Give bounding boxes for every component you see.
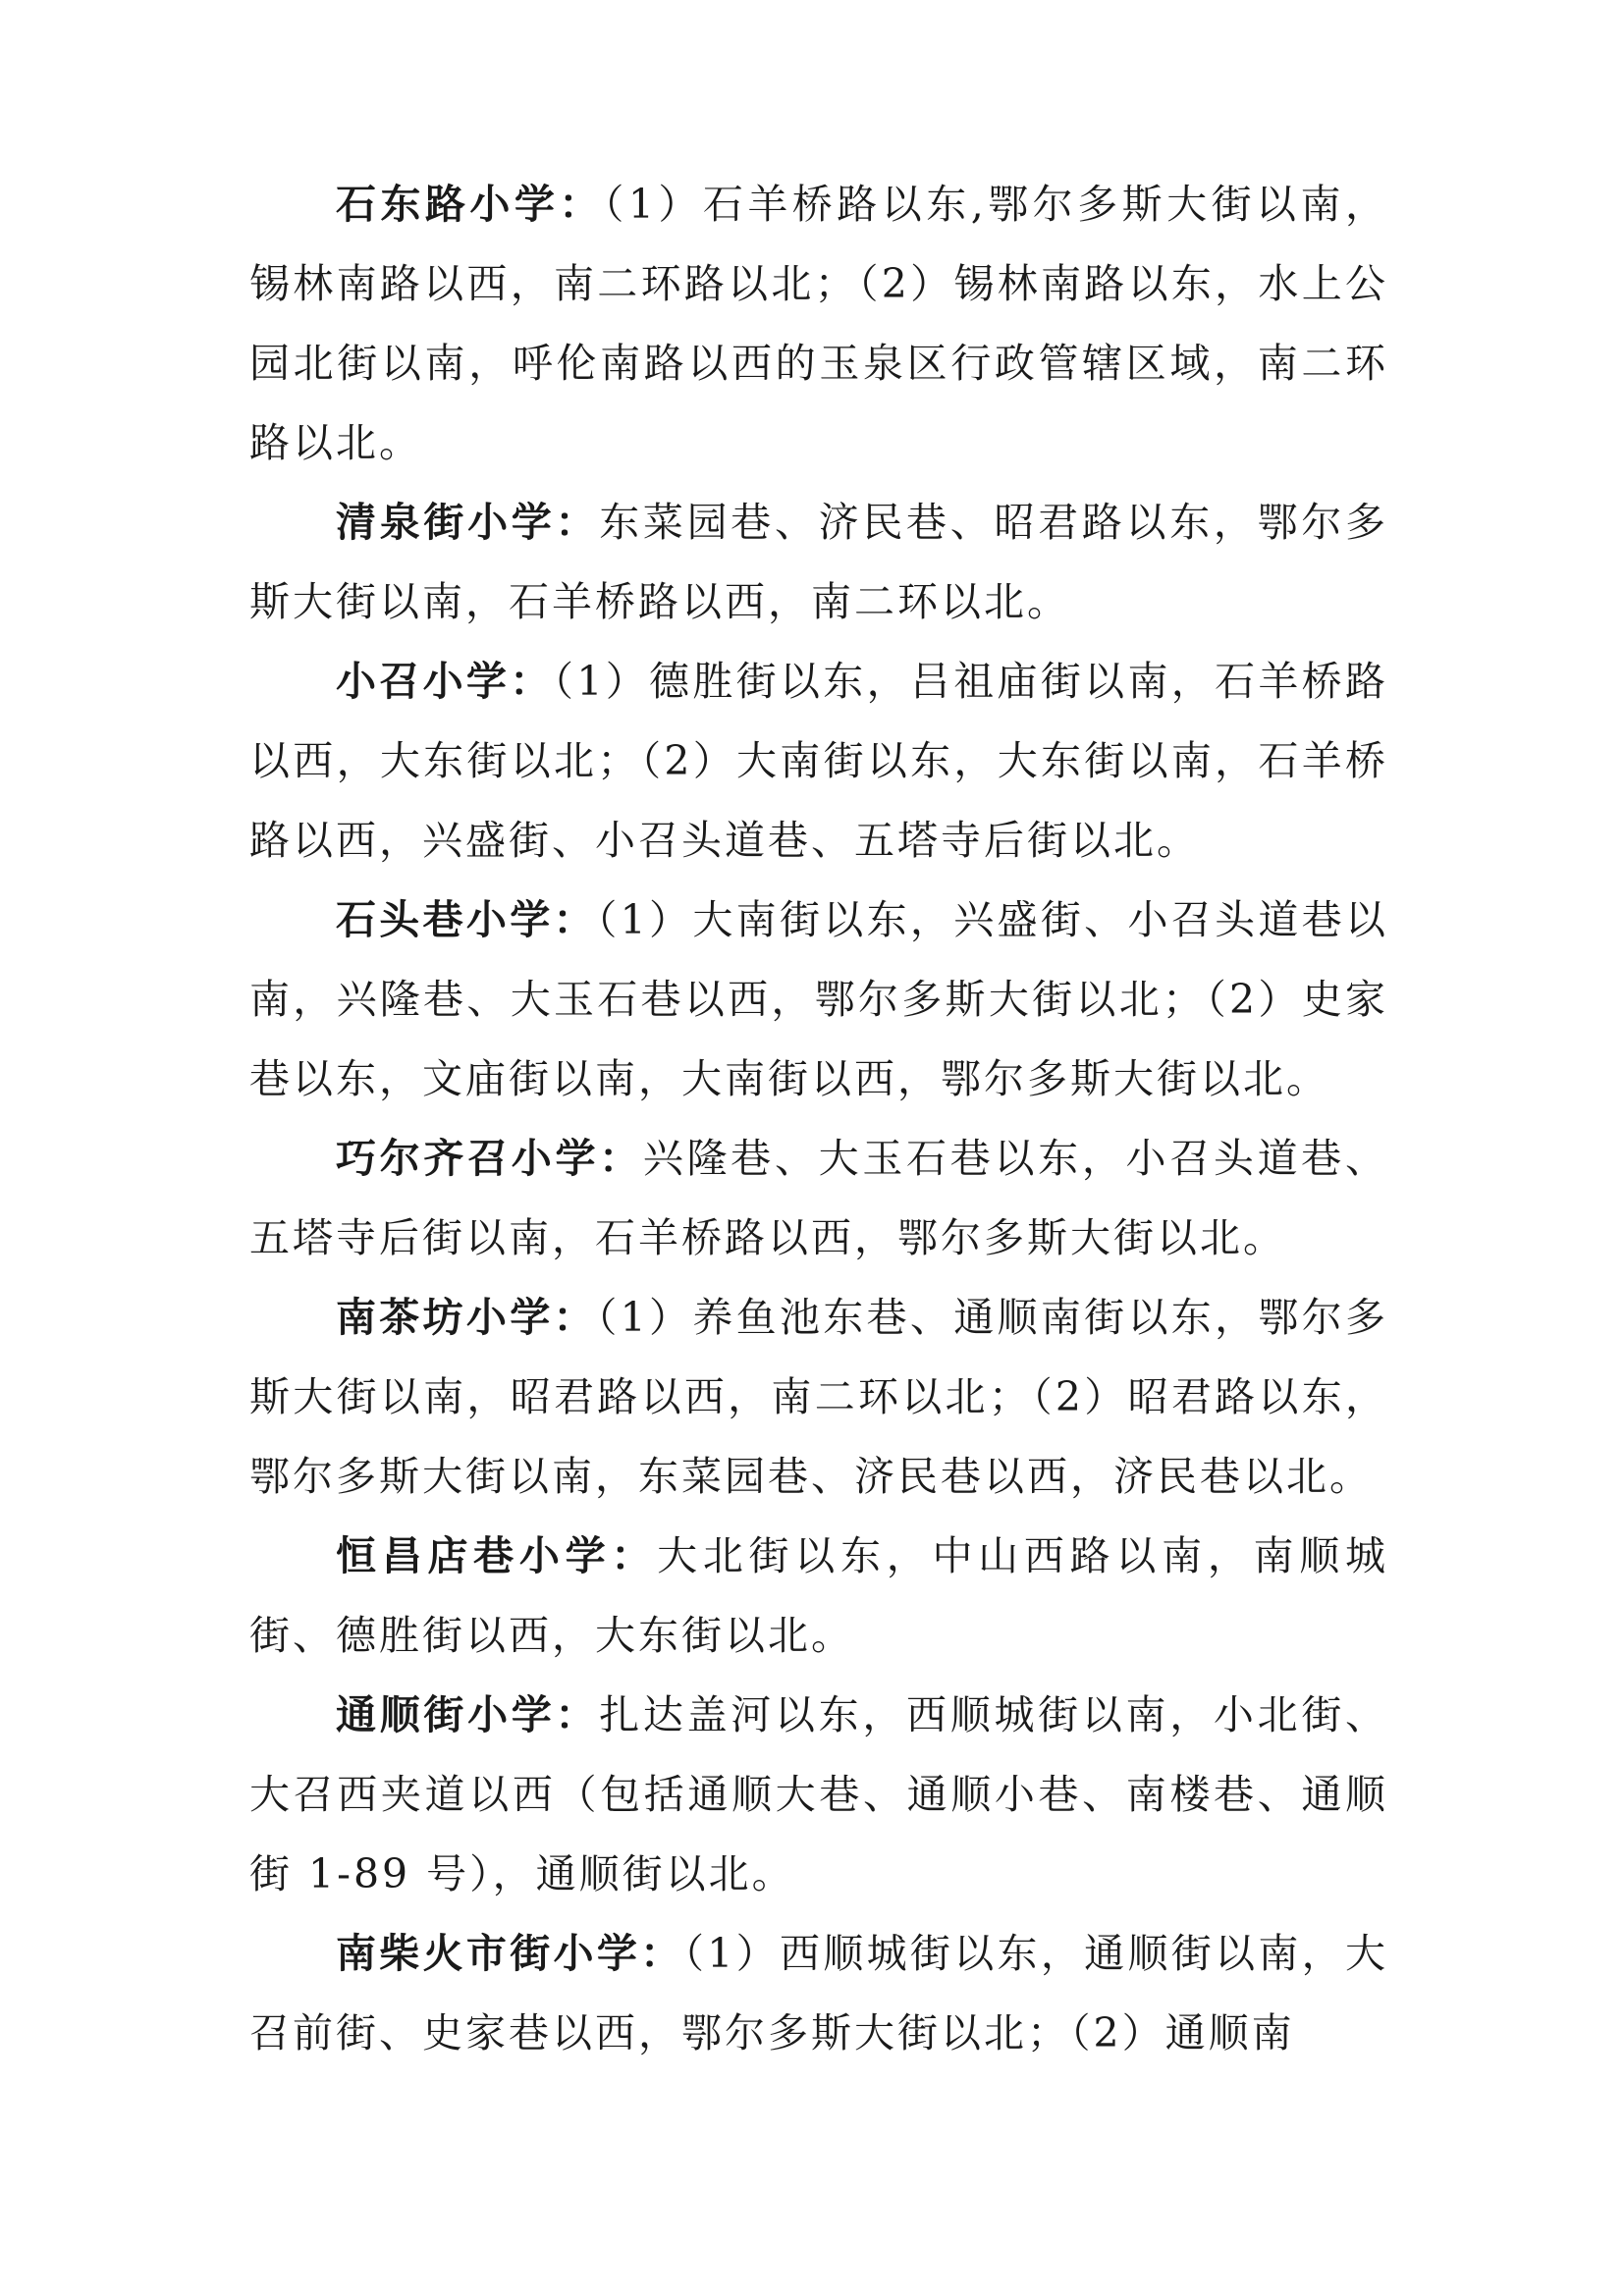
school-zone-entry [249,881,1388,1119]
zone-description: 扎达盖河以东，西顺城街以南，小北街、大召西夹道以西（包括通顺大巷、通顺小巷、南楼巷、通顺街 1-89 号），通顺街以北。 [249,1691,1389,1897]
school-name: 巧尔齐召小学： [336,1135,643,1182]
zone-description: 兴隆巷、大玉石巷以东，小召头道巷、五塔寺后街以南，石羊桥路以西，鄂尔多斯大街以北。 [249,1135,1389,1261]
school-zone-entry [249,165,1388,483]
school-zone-entry [249,1278,1388,1517]
school-zone-entry [249,642,1388,881]
school-name: 南柴火市街小学： [336,1930,684,1977]
zone-description: 东菜园巷、济民巷、昭君路以东，鄂尔多斯大街以南，石羊桥路以西，南二环以北。 [249,499,1389,625]
school-zone-entry [249,1517,1388,1676]
zone-description: （1）大南街以东，兴盛街、小召头道巷以南，兴隆巷、大玉石巷以西，鄂尔多斯大街以北；（2）史家巷以东，文庙街以南，大南街以西，鄂尔多斯大街以北。 [249,896,1388,1102]
document-body [249,165,1388,2073]
zone-description: （1）养鱼池东巷、通顺南街以东，鄂尔多斯大街以南，昭君路以西，南二环以北；（2）昭君路以东，鄂尔多斯大街以南，东菜园巷、济民巷以西，济民巷以北。 [249,1294,1388,1500]
school-zone-entry [249,1914,1388,2073]
school-zone-entry [249,1676,1388,1914]
school-name: 石东路小学： [336,181,604,228]
school-name: 南茶坊小学： [336,1294,597,1341]
school-name: 恒昌店巷小学： [336,1532,658,1579]
zone-description: （1）石羊桥路以东,鄂尔多斯大街以南，锡林南路以西，南二环路以北；（2）锡林南路以东，水上公园北街以南，呼伦南路以西的玉泉区行政管辖区域，南二环路以北。 [249,181,1388,466]
school-name: 石头巷小学： [336,896,597,943]
school-name: 通顺街小学： [336,1691,600,1738]
school-name: 小召小学： [336,658,554,705]
school-zone-entry [249,1119,1388,1278]
school-zone-entry [249,483,1388,642]
zone-description: （1）西顺城街以东，通顺街以南，大召前街、史家巷以西，鄂尔多斯大街以北；（2）通顺南 [249,1930,1388,2056]
school-name: 清泉街小学： [336,499,600,546]
zone-description: 大北街以东，中山西路以南，南顺城街、德胜街以西，大东街以北。 [249,1532,1389,1659]
zone-description: （1）德胜街以东，吕祖庙街以南，石羊桥路以西，大东街以北；（2）大南街以东，大东街以南，石羊桥路以西，兴盛街、小召头道巷、五塔寺后街以北。 [249,658,1388,864]
